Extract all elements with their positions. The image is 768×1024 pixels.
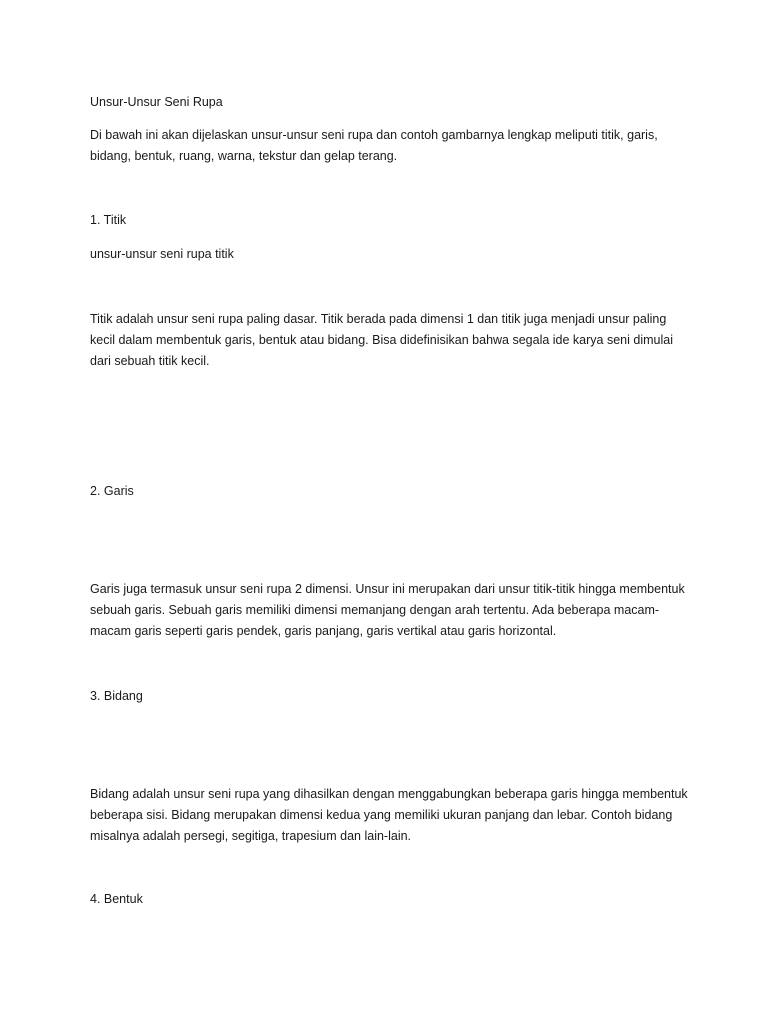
intro-paragraph: Di bawah ini akan dijelaskan unsur-unsur seni rupa dan contoh gambarnya lengkap meliputi titik, garis, bidang, bentuk, ruang, warna, tekstur dan gelap terang. (90, 128, 658, 163)
image-caption-titik: unsur-unsur seni rupa titik (90, 247, 234, 261)
section-heading-garis: 2. Garis (90, 484, 134, 498)
section-heading-titik: 1. Titik (90, 213, 127, 227)
document-title: Unsur-Unsur Seni Rupa (90, 95, 223, 109)
section-body-garis: Garis juga termasuk unsur seni rupa 2 dimensi. Unsur ini merupakan dari unsur titik-titik hingga membentuk sebuah garis. Sebuah garis memiliki dimensi memanjang dengan arah tertentu. Ada beberapa macam-macam garis seperti garis pendek, garis panjang, garis vertikal atau garis horizontal. (90, 582, 685, 638)
section-body-titik: Titik adalah unsur seni rupa paling dasar. Titik berada pada dimensi 1 dan titik juga menjadi unsur paling kecil dalam membentuk garis, bentuk atau bidang. Bisa didefinisikan bahwa segala ide karya seni dimulai dari sebuah titik kecil. (90, 312, 673, 368)
section-heading-bidang: 3. Bidang (90, 689, 143, 703)
section-body-bidang: Bidang adalah unsur seni rupa yang dihasilkan dengan menggabungkan beberapa garis hingga membentuk beberapa sisi. Bidang merupakan dimensi kedua yang memiliki ukuran panjang dan lebar. Contoh bidang misalnya adalah persegi, segitiga, trapesium dan lain-lain. (90, 787, 688, 843)
section-heading-bentuk: 4. Bentuk (90, 892, 143, 906)
